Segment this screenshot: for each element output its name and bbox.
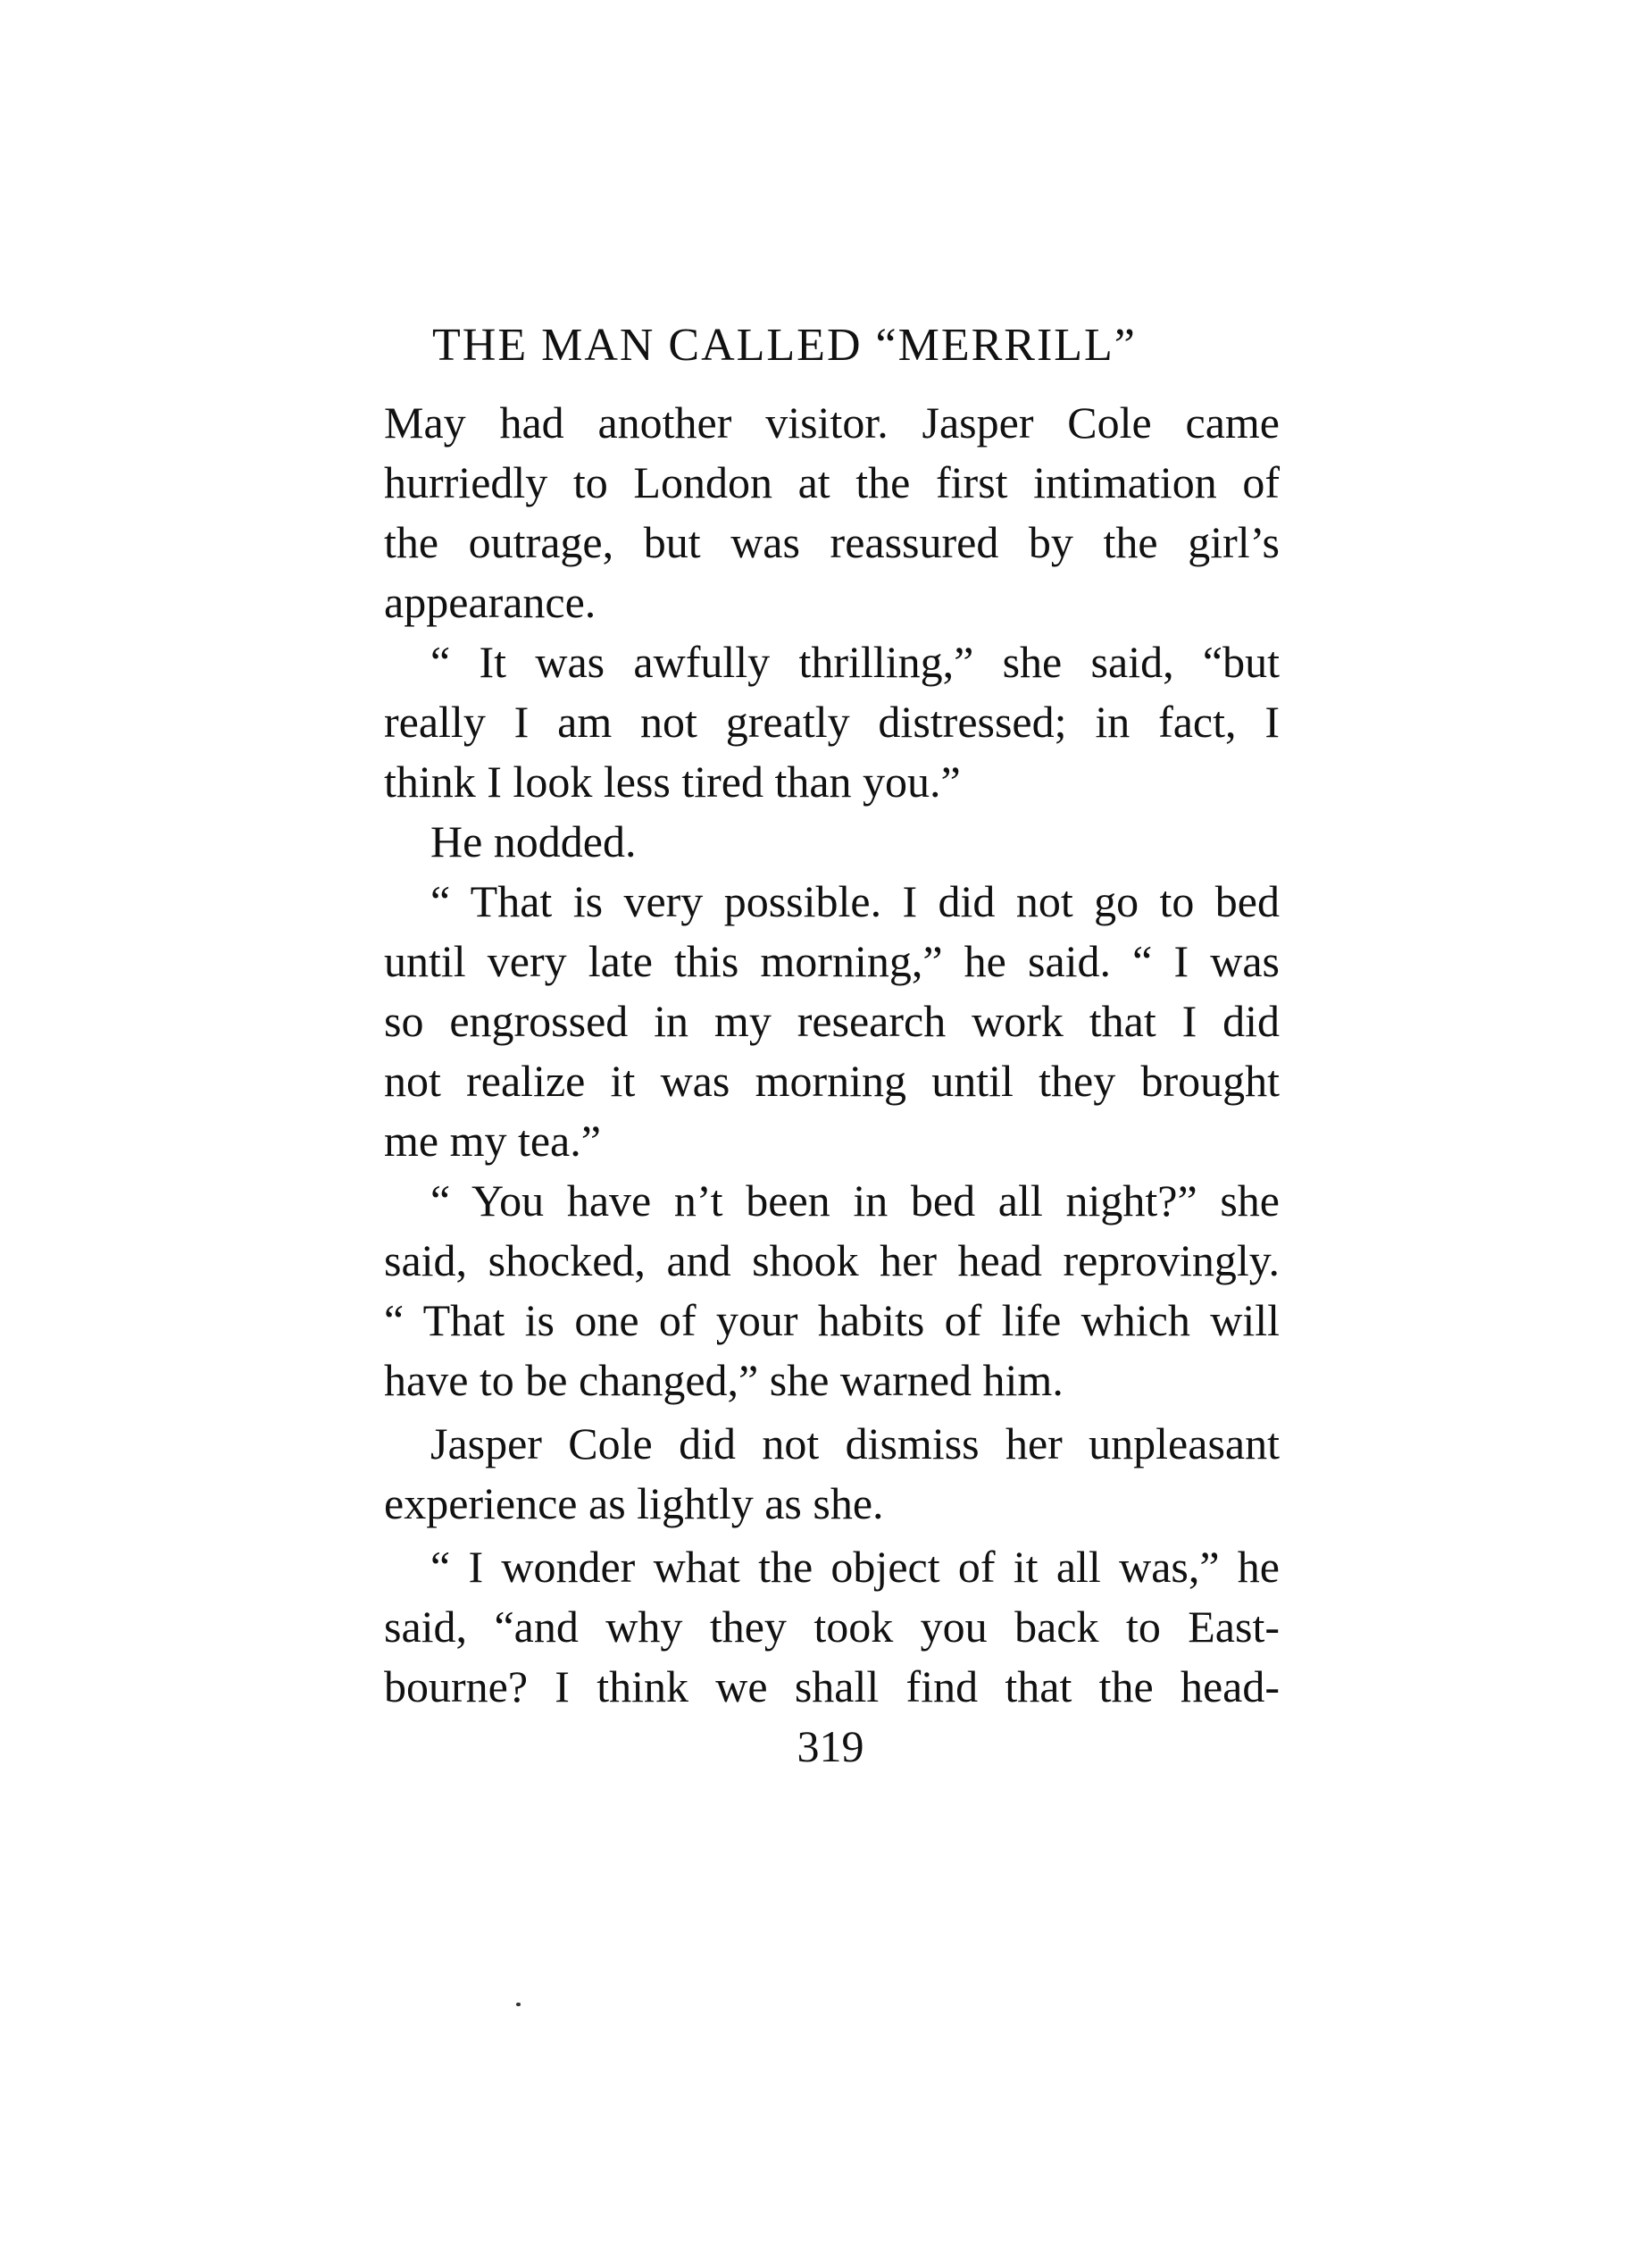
- body-text: [384, 393, 1280, 1717]
- text-line: “ I wonder what the object of it all was,” he: [430, 1542, 1280, 1592]
- text-line: “ That is one of your habits of life which will: [384, 1295, 1280, 1345]
- text-line: experience as lightly as she.: [384, 1478, 884, 1528]
- text-line: said, “and why they took you back to East-: [384, 1602, 1280, 1652]
- text-line: until very late this morning,” he said. “ I was: [384, 936, 1280, 986]
- text-line: “ It was awfully thrilling,” she said, “but: [430, 637, 1280, 687]
- text-line: the outrage, but was reassured by the girl’s: [384, 517, 1280, 567]
- text-line: bourne? I think we shall find that the head-: [384, 1661, 1280, 1711]
- text-line: Jasper Cole did not dismiss her unpleasant: [430, 1418, 1280, 1468]
- text-line: really I am not greatly distressed; in fact, I: [384, 697, 1280, 747]
- ink-speck: [516, 2003, 521, 2006]
- text-line: “ You have n’t been in bed all night?” she: [430, 1175, 1280, 1226]
- text-line: have to be changed,” she warned him.: [384, 1355, 1064, 1405]
- page-number: 319: [797, 1721, 864, 1771]
- text-line: said, shocked, and shook her head reprovingly.: [384, 1235, 1280, 1285]
- text-line: think I look less tired than you.”: [384, 757, 961, 807]
- text-line: so engrossed in my research work that I did: [384, 996, 1280, 1046]
- text-line: He nodded.: [430, 816, 637, 866]
- running-head: THE MAN CALLED “MERRILL”: [432, 320, 1137, 371]
- text-line: not realize it was morning until they brought: [384, 1056, 1280, 1106]
- text-line: “ That is very possible. I did not go to bed: [430, 876, 1280, 926]
- text-line: May had another visitor. Jasper Cole came: [384, 397, 1280, 448]
- text-line: hurriedly to London at the first intimation of: [384, 457, 1280, 507]
- text-line: appearance.: [384, 577, 597, 627]
- text-line: me my tea.”: [384, 1116, 601, 1166]
